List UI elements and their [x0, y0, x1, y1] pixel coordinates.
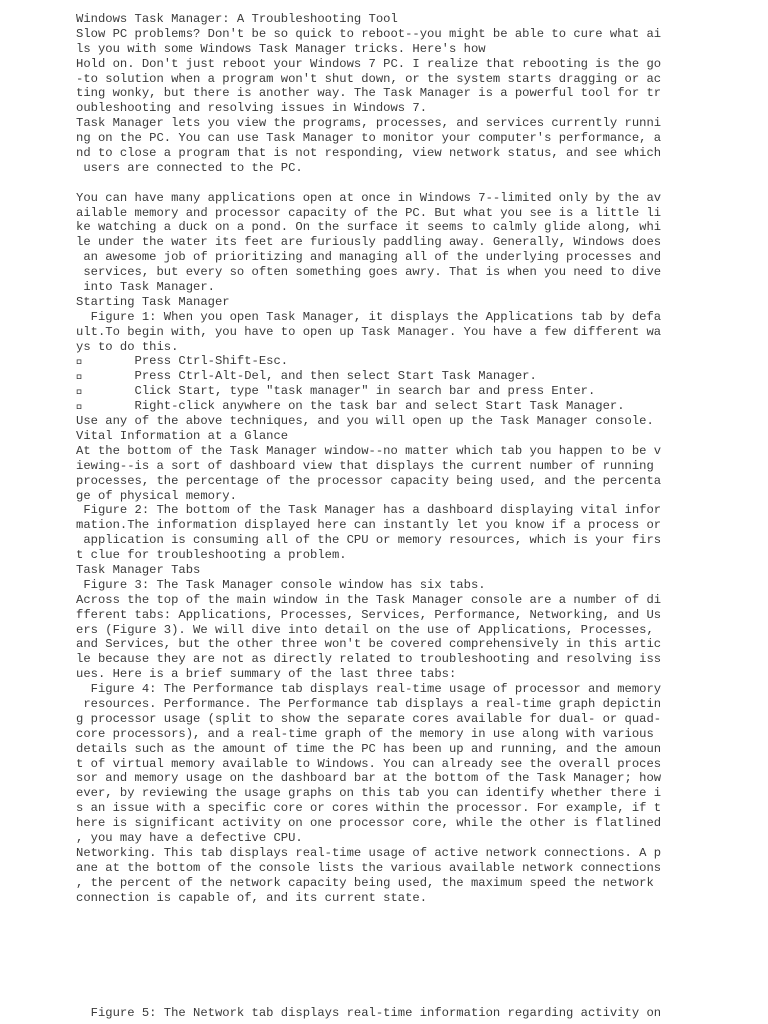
text-line: At the bottom of the Task Manager window--no matter which tab you happen to be v: [76, 443, 662, 458]
text-line: Click Start, type "task manager" in search bar and press Enter.: [76, 384, 596, 399]
text-line: ting wonky, but there is another way. The Task Manager is a powerful tool for tr: [76, 86, 662, 101]
text-line: , you may have a defective CPU.: [76, 830, 303, 845]
text-line: services, but every so often something goes awry. That is when you need to dive: [76, 265, 662, 280]
text-line: Windows Task Manager: A Troubleshooting Tool: [76, 12, 398, 26]
text-line: ane at the bottom of the console lists the various available network connections: [76, 860, 662, 875]
text-line: core processors), and a real-time graph of the memory in use along with various: [76, 726, 654, 741]
text-line: Vital Information at a Glance: [76, 428, 289, 443]
text-line: , the percent of the network capacity being used, the maximum speed the network: [76, 875, 654, 890]
text-line: ailable memory and processor capacity of the PC. But what you see is a little li: [76, 205, 662, 220]
blank-line: [76, 176, 676, 191]
text-line: processes, the percentage of the processor capacity being used, and the percenta: [76, 473, 662, 488]
text-line: ng on the PC. You can use Task Manager to monitor your computer's performance, a: [76, 131, 662, 146]
text-line: Task Manager Tabs: [76, 562, 201, 577]
text-line: Figure 4: The Performance tab displays real-time usage of processor and memory: [76, 682, 662, 697]
text-line: an awesome job of prioritizing and managing all of the underlying processes and: [76, 250, 662, 265]
text-line: nd to close a program that is not responding, view network status, and see which: [76, 146, 662, 161]
text-line: ys to do this.: [76, 339, 179, 354]
text-line: iewing--is a sort of dashboard view that displays the current number of running: [76, 458, 654, 473]
text-line: Press Ctrl-Alt-Del, and then select Start Task Manager.: [76, 369, 537, 384]
text-line: ers (Figure 3). We will dive into detail on the use of Applications, Processes,: [76, 622, 654, 637]
text-line: t clue for troubleshooting a problem.: [76, 548, 347, 563]
text-line: Across the top of the main window in the Task Manager console are a number of di: [76, 592, 662, 607]
text-line: Task Manager lets you view the programs, processes, and services currently runni: [76, 116, 662, 131]
text-line: t of virtual memory available to Windows. You can already see the overall proces: [76, 756, 662, 771]
text-line: ues. Here is a brief summary of the last three tabs:: [76, 667, 457, 682]
text-line: oubleshooting and resolving issues in Windows 7.: [76, 101, 428, 116]
text-line: Starting Task Manager: [76, 294, 230, 309]
text-line: users are connected to the PC.: [76, 160, 303, 175]
text-line: ls you with some Windows Task Manager tricks. Here's how: [76, 41, 486, 56]
text-line: -to solution when a program won't shut down, or the system starts dragging or ac: [76, 71, 662, 86]
text-line: Figure 1: When you open Task Manager, it displays the Applications tab by defa: [76, 309, 662, 324]
text-line: le under the water its feet are furiously paddling away. Generally, Windows does: [76, 235, 662, 250]
text-line: application is consuming all of the CPU or memory resources, which is your firs: [76, 533, 662, 548]
text-line: mation.The information displayed here can instantly let you know if a process or: [76, 518, 662, 533]
text-line: Figure 2: The bottom of the Task Manager has a dashboard displaying vital infor: [76, 503, 662, 518]
document-body: [76, 12, 676, 905]
text-line: ult.To begin with, you have to open up Task Manager. You have a few different wa: [76, 324, 662, 339]
text-line: You can have many applications open at once in Windows 7--limited only by the av: [76, 190, 662, 205]
text-line: resources. Performance. The Performance tab displays a real-time graph depictin: [76, 696, 662, 711]
text-line: Figure 3: The Task Manager console window has six tabs.: [76, 577, 486, 592]
text-line: fferent tabs: Applications, Processes, Services, Performance, Networking, and Us: [76, 607, 662, 622]
text-line: Slow PC problems? Don't be so quick to reboot--you might be able to cure what ai: [76, 26, 662, 41]
text-line: details such as the amount of time the PC has been up and running, and the amoun: [76, 741, 662, 756]
text-line: Press Ctrl-Shift-Esc.: [76, 354, 289, 369]
text-line: ever, by reviewing the usage graphs on this tab you can identify whether there i: [76, 786, 662, 801]
text-line: into Task Manager.: [76, 280, 215, 295]
text-line: le because they are not as directly related to troubleshooting and resolving iss: [76, 652, 662, 667]
text-line: connection is capable of, and its current state.: [76, 890, 428, 905]
text-line: s an issue with a specific core or cores within the processor. For example, if t: [76, 801, 662, 816]
text-line: here is significant activity on one processor core, while the other is flatlined: [76, 816, 662, 831]
text-line: Hold on. Don't just reboot your Windows 7 PC. I realize that rebooting is the go: [76, 56, 662, 71]
text-line: Networking. This tab displays real-time usage of active network connections. A p: [76, 845, 662, 860]
text-line: ke watching a duck on a pond. On the surface it seems to calmly glide along, whi: [76, 220, 662, 235]
text-line: g processor usage (split to show the separate cores available for dual- or quad-: [76, 711, 662, 726]
text-line: ge of physical memory.: [76, 488, 237, 503]
text-line: sor and memory usage on the dashboard bar at the bottom of the Task Manager; how: [76, 771, 662, 786]
text-line: Use any of the above techniques, and you will open up the Task Manager console.: [76, 414, 654, 429]
text-line: and Services, but the other three won't be covered comprehensively in this artic: [76, 637, 662, 652]
text-line: Right-click anywhere on the task bar and select Start Task Manager.: [76, 399, 625, 414]
figure-5-caption: Figure 5: The Network tab displays real-time information regarding activity on: [76, 1006, 662, 1020]
